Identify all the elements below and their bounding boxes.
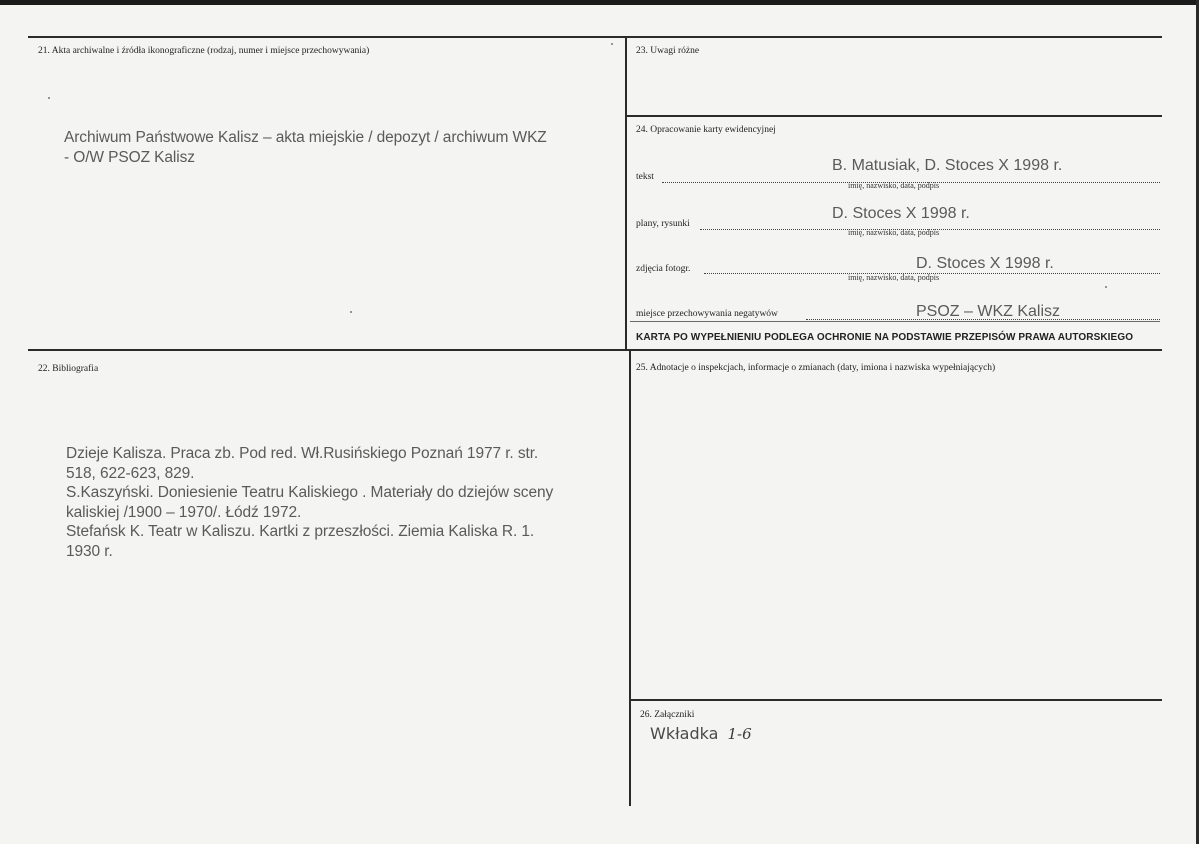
row-value-plany: D. Stoces X 1998 r. <box>832 205 970 222</box>
row-label-tekst: tekst <box>636 172 654 182</box>
attachment-entry <box>650 724 752 743</box>
row-value-zdjecia: D. Stoces X 1998 r. <box>916 255 1054 272</box>
row-value-tekst: B. Matusiak, D. Stoces X 1998 r. <box>832 157 1063 174</box>
section-21-label: 21. Akta archiwalne i źródła ikonograficzne (rodzaj, numer i miejsce przechowywania) <box>38 46 370 56</box>
row-hint-zdjecia: imię, nazwisko, data, podpis <box>848 273 940 282</box>
attachment-handwritten-range: 1-6 <box>727 725 752 743</box>
section-25-label: 25. Adnotacje o inspekcjach, informacje o zmianach (daty, imiona i nazwiska wypełniających) <box>636 363 996 373</box>
archive-line: - O/W PSOZ Kalisz <box>64 148 195 166</box>
divider-25-26 <box>630 699 1162 701</box>
attachment-label: Wkładka <box>650 724 719 743</box>
bibliography-content <box>66 444 553 561</box>
bibliography-line: kaliskiej /1900 – 1970/. Łódź 1972. <box>66 503 302 521</box>
section-26-label: 26. Załączniki <box>640 710 695 720</box>
divider-23-24 <box>626 115 1162 117</box>
scan-speck <box>48 97 50 99</box>
row-hint-tekst: imię, nazwisko, data, podpis <box>848 181 940 190</box>
row-label-zdjecia: zdjęcia fotogr. <box>636 264 691 274</box>
section-21-content <box>64 128 547 167</box>
scan-speck <box>350 311 352 313</box>
scan-edge-top <box>0 0 1199 5</box>
row-label-plany: plany, rysunki <box>636 219 690 229</box>
middle-divider <box>28 349 1162 351</box>
copyright-notice: KARTA PO WYPEŁNIENIU PODLEGA OCHRONIE NA PODSTAWIE PRZEPISÓW PRAWA AUTORSKIEGO <box>636 332 1134 343</box>
column-divider <box>625 36 627 351</box>
bibliography-line: S.Kaszyński. Doniesienie Teatru Kaliskiego . Materiały do dziejów sceny <box>66 484 554 501</box>
top-border <box>28 36 1162 38</box>
section-22-label: 22. Bibliografia <box>38 364 99 374</box>
bibliography-line: Dzieje Kalisza. Praca zb. Pod red. Wł.Rusińskiego Poznań 1977 r. str. <box>66 445 539 462</box>
scan-speck <box>1105 286 1107 288</box>
row-value-negatywy: PSOZ – WKZ Kalisz <box>916 303 1061 320</box>
bibliography-line: 518, 622-623, 829. <box>66 464 195 482</box>
bibliography-line: Stefańsk K. Teatr w Kaliszu. Kartki z przeszłości. Ziemia Kaliska R. 1. <box>66 523 535 540</box>
row-hint-plany: imię, nazwisko, data, podpis <box>848 228 940 237</box>
section-23-label: 23. Uwagi różne <box>636 46 700 56</box>
column-divider-lower <box>629 349 631 806</box>
bibliography-line: 1930 r. <box>66 542 113 560</box>
scan-speck <box>611 43 613 45</box>
archive-line: Archiwum Państwowe Kalisz – akta miejskie / depozyt / archiwum WKZ <box>64 129 547 146</box>
row-label-negatywy: miejsce przechowywania negatywów <box>636 309 778 319</box>
notice-rule <box>630 321 1160 322</box>
section-24-label: 24. Opracowanie karty ewidencyjnej <box>636 125 776 135</box>
